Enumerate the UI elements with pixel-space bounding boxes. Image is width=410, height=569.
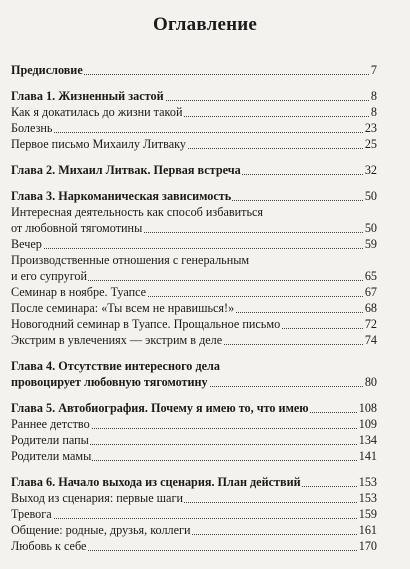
toc-page-number: 108 [358,401,377,415]
section-gap [11,348,377,358]
toc-entry-title: Интересная деятельность как способ избавиться [11,205,264,219]
toc-section-entry[interactable] [11,268,377,284]
toc-section-entry[interactable] [11,120,377,136]
toc-entry-title: Родители мамы [11,449,92,463]
toc-section-entry[interactable] [11,416,377,432]
toc-entry-title: Как я докатилась до жизни такой [11,105,183,119]
toc-section-entry[interactable] [11,538,377,554]
toc-page-number: 25 [364,137,377,151]
toc-entry-title: Экстрим в увлечениях — экстрим в деле [11,333,223,347]
toc-entry-title: Производственные отношения с генеральным [11,253,250,267]
toc-page-number: 23 [364,121,377,135]
toc-section-entry[interactable] [11,204,377,220]
toc-section-entry[interactable] [11,252,377,268]
toc-entry-title: Глава 4. Отсутствие интересного дела [11,359,220,373]
toc-section-entry[interactable] [11,104,377,120]
toc-page-number: 159 [358,507,377,521]
toc-section-entry[interactable] [11,136,377,152]
toc-page-number: 67 [364,285,377,299]
toc-section-entry[interactable] [11,490,377,506]
toc-entry-title: Новогодний семинар в Туапсе. Прощальное письмо [11,317,281,331]
section-gap [11,178,377,188]
toc-entry-title: Предисловие [11,63,83,77]
toc-entry-title: Глава 3. Наркоманическая зависимость [11,189,232,203]
toc-entry-title: Общение: родные, друзья, коллеги [11,523,191,537]
toc-page-number: 161 [358,523,377,537]
toc-page-number: 59 [364,237,377,251]
toc-entry-title: Тревога [11,507,52,521]
toc-section-entry[interactable] [11,332,377,348]
toc-section-entry[interactable] [11,522,377,538]
toc-entry-title: Выход из сценария: первые шаги [11,491,183,505]
toc-entry-title: Любовь к себе [11,539,87,553]
dot-leader [11,518,377,519]
toc-entry-title: от любовной тягомотины [11,221,143,235]
toc-entry-title: Раннее детство [11,417,90,431]
toc-page-number: 8 [370,105,377,119]
toc-page-number: 8 [370,89,377,103]
toc-entry-title: Глава 2. Михаил Литвак. Первая встреча [11,163,241,177]
section-gap [11,390,377,400]
toc-page-number: 72 [364,317,377,331]
toc-page-number: 170 [358,539,377,553]
toc-page-number: 134 [358,433,377,447]
toc-page-number: 68 [364,301,377,315]
toc-entry-title: провоцирует любовную тягомотину [11,375,208,389]
toc-entry-title: Глава 1. Жизненный застой [11,89,164,103]
page-title: Оглавление [152,14,258,35]
toc-page-number: 153 [358,491,377,505]
toc-entry-title: Семинар в ноябре. Туапсе [11,285,147,299]
toc-section-entry[interactable] [11,284,377,300]
toc-entry-title: Глава 6. Начало выхода из сценария. План действий [11,475,301,489]
section-gap [11,78,377,88]
toc-section-entry[interactable] [11,316,377,332]
toc-page-number: 74 [364,333,377,347]
toc-page-number: 65 [364,269,377,283]
toc-page-number: 141 [358,449,377,463]
toc-chapter-entry[interactable] [11,474,377,490]
toc-chapter-entry[interactable] [11,358,377,374]
toc-section-entry[interactable] [11,506,377,522]
toc-section-entry[interactable] [11,220,377,236]
dot-leader [11,248,377,249]
toc-entry-title: Вечер [11,237,42,251]
toc-section-entry[interactable] [11,448,377,464]
toc-entry-title: Глава 5. Автобиография. Почему я имею то, что имею [11,401,309,415]
toc-page-number: 80 [364,375,377,389]
section-gap [11,464,377,474]
toc-page-number: 109 [358,417,377,431]
dot-leader [11,132,377,133]
toc-chapter-entry[interactable] [11,62,377,78]
toc-page-number: 50 [364,221,377,235]
toc-chapter-entry[interactable] [11,162,377,178]
toc-chapter-entry[interactable] [11,188,377,204]
toc-page-number: 50 [364,189,377,203]
toc-page-number: 7 [370,63,377,77]
toc-section-entry[interactable] [11,236,377,252]
toc-entry-title: Родители папы [11,433,89,447]
toc-section-entry[interactable] [11,432,377,448]
toc-chapter-entry[interactable] [11,374,377,390]
toc-page-number: 32 [364,163,377,177]
toc-chapter-entry[interactable] [11,88,377,104]
toc-chapter-entry[interactable] [11,400,377,416]
toc-entry-title: Болезнь [11,121,53,135]
toc-page-number: 153 [358,475,377,489]
table-of-contents [11,62,377,554]
section-gap [11,152,377,162]
toc-entry-title: и его супругой [11,269,88,283]
toc-entry-title: Первое письмо Михаилу Литваку [11,137,186,151]
toc-entry-title: После семинара: «Ты всем не нравишься!» [11,301,235,315]
toc-section-entry[interactable] [11,300,377,316]
